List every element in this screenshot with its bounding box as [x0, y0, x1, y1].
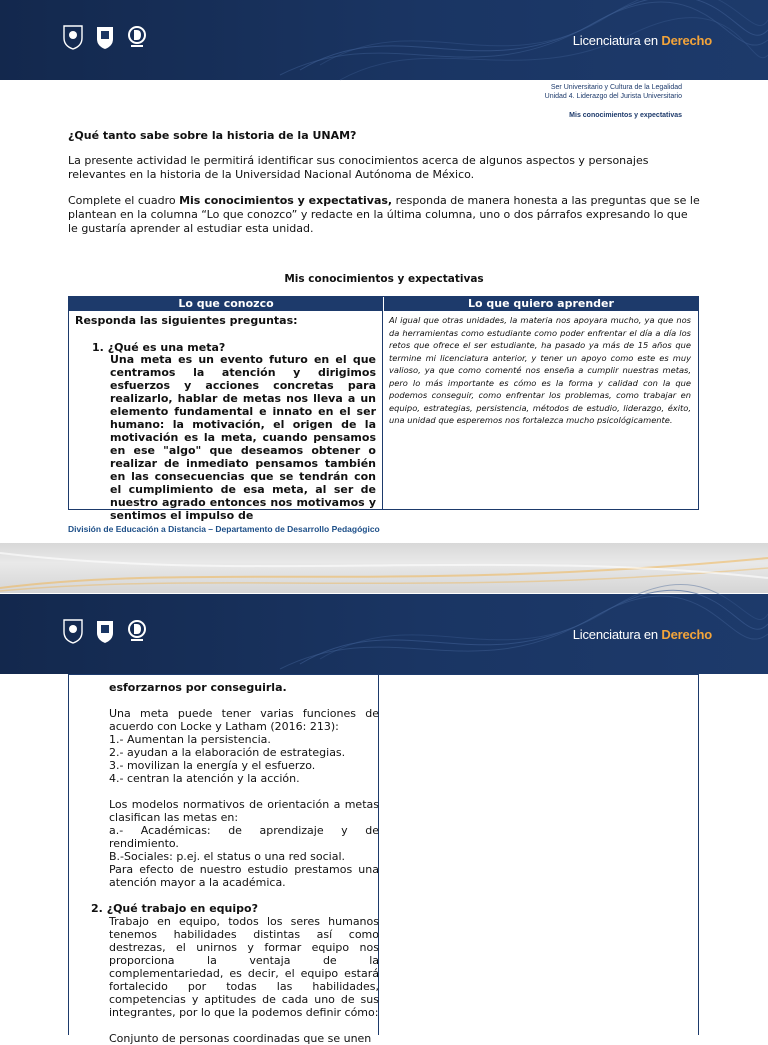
logos: [62, 618, 148, 644]
cuaed-logo-icon: [126, 618, 148, 644]
intro-question: ¿Qué tanto sabe sobre la historia de la UNAM?: [68, 129, 357, 142]
header-banner-page2: [0, 594, 768, 674]
question-2: 2. ¿Qué trabajo en equipo?: [91, 902, 258, 915]
intro-paragraph-1: La presente actividad le permitirá identificar sus conocimientos acerca de algunos aspectos y personajes relevantes en la historia de la Universidad Nacional Autónoma de México.: [68, 154, 649, 181]
page-separator: [0, 543, 768, 593]
know-column: [69, 311, 383, 522]
footer-text: División de Educación a Distancia – Departamento de Desarrollo Pedagógico: [68, 524, 380, 534]
answer-1: Una meta es un evento futuro en el que centramos la atención y dirigimos esfuerzos y acciones concretas para realizarlo, hablar de metas nos lleva a un elemento fundamental e innato en el ser humano: la motivación, el origen de la motivación es la meta, cuando pensamos en ese "algo" que deseamos obtener o realizar de inmediato pensamos también en las consecuencias que se tendrán con el cumplimiento de esa meta, al ser de nuestro agrado entonces nos motivamos y sentimos el impulso de: [110, 353, 376, 522]
program-title-accent: Derecho: [661, 33, 712, 48]
table-header: [69, 297, 698, 311]
separator-waves: [0, 543, 768, 593]
know-column-continued: [69, 675, 379, 1045]
model-item: a.- Académicas: de aprendizaje y de rendimiento.: [109, 824, 379, 850]
function-item: 3.- movilizan la energía y el esfuerzo.: [109, 759, 316, 772]
function-item: 1.- Aumentan la persistencia.: [109, 733, 271, 746]
activity-name: Mis conocimientos y expectativas: [569, 112, 682, 119]
program-title-accent: Derecho: [661, 627, 712, 642]
header-banner: [0, 0, 768, 80]
unam-shield-icon: [94, 618, 116, 644]
unit-name: Unidad 4. Liderazgo del Jurista Universitario: [544, 93, 682, 100]
column-header-know: Lo que conozco: [69, 297, 384, 311]
cuaed-logo-icon: [126, 24, 148, 50]
function-item: 4.- centran la atención y la acción.: [109, 772, 300, 785]
models-intro: Los modelos normativos de orientación a metas clasifican las metas en:: [109, 798, 379, 824]
question-1: 1. ¿Qué es una meta?: [92, 341, 226, 354]
model-item: B.-Sociales: p.ej. el status o una red social.: [109, 850, 346, 863]
knowledge-table-continued: [68, 674, 699, 1045]
intro-paragraph-2: Complete el cuadro Mis conocimientos y expectativas, responda de manera honesta a las preguntas que se le plantean en la columna “Lo que conozco” y redacte en la última columna, uno o dos párrafos expresando lo que le gustaría aprender al estudiar esta unidad.: [68, 194, 700, 235]
answer-2: Trabajo en equipo, todos los seres humanos tenemos habilidades distintas así como destrezas, el unirnos y formar equipo nos proporciona la ventaja de la complementariedad, es decir, el equipo estará fortalecido por todas las habilidades, competencias y aptitudes de cada uno de sus integrantes, por lo que la podemos definir cómo:: [109, 915, 379, 1019]
program-title: Licenciatura en Derecho: [572, 627, 712, 642]
unam-crest-icon: [62, 24, 84, 50]
models-note: Para efecto de nuestro estudio prestamos una atención mayor a la académica.: [109, 863, 379, 889]
instruction: Responda las siguientes preguntas:: [75, 314, 298, 327]
answer-2-continuation: Conjunto de personas coordinadas que se unen: [109, 1032, 372, 1045]
program-title: Licenciatura en Derecho: [572, 33, 712, 48]
intro-bold-title: Mis conocimientos y expectativas,: [179, 194, 393, 207]
answer-1-continuation: esforzarnos por conseguirla.: [109, 681, 287, 694]
unam-crest-icon: [62, 618, 84, 644]
knowledge-table: [68, 296, 699, 522]
learn-column: Al igual que otras unidades, la materia nos apoyara mucho, ya que nos da herramientas como estudiante como poder enfrentar el día a día los retos que ofrece el ser estudiante, ha pasado ya más de 15 años que termine mi licenciatura anterior, y tener un apoyo como este es muy valioso, ya que como comenté nos enseña a cumplir nuestras metas, pero lo más importante es cómo es la forma y calidad con la que podemos conseguir, como enfrentar los problemas, como trabajar en equipo, estrategias, persistencia, métodos de estudio, liderazgo, éxito, una unidad que esperemos nos fortalezca mucho psicológicamente.: [389, 315, 691, 425]
column-header-learn: Lo que quiero aprender: [468, 297, 614, 310]
table-title: Mis conocimientos y expectativas: [284, 273, 484, 285]
unam-shield-icon: [94, 24, 116, 50]
course-name: Ser Universitario y Cultura de la Legalidad: [550, 84, 682, 91]
functions-intro: Una meta puede tener varias funciones de acuerdo con Locke y Latham (2016: 213):: [109, 707, 379, 733]
logos: [62, 24, 148, 50]
function-item: 2.- ayudan a la elaboración de estrategias.: [109, 746, 346, 759]
